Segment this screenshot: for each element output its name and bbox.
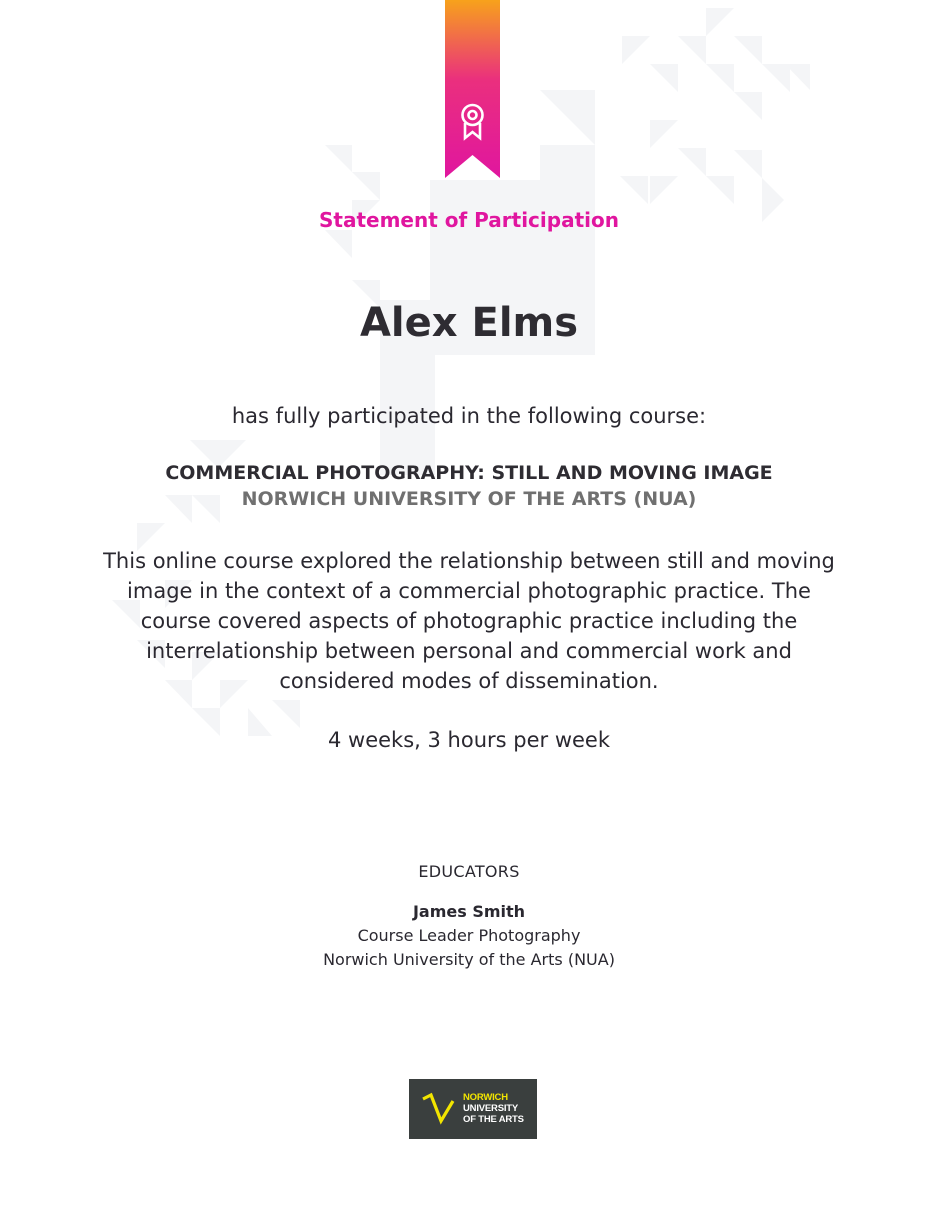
participation-statement: has fully participated in the following course: [231, 404, 707, 428]
course-duration: 4 weeks, 3 hours per week [328, 728, 610, 752]
educator-organization: Norwich University of the Arts (NUA) [323, 950, 615, 969]
recipient-name: Alex Elms [359, 300, 579, 346]
course-description: This online course explored the relationship between still and moving image in the context of a commercial photographic practice. The course covered aspects of photographic practice including the interrelationship between personal and commercial work and considered modes of dissemination. [103, 549, 835, 693]
logo-line-of-the-arts: OF THE ARTS [463, 1114, 524, 1125]
certificate-title: Statement of Participation [319, 208, 619, 232]
logo-line-norwich: NORWICH [463, 1092, 508, 1103]
nua-logo [409, 1079, 537, 1139]
educators-heading: EDUCATORS [418, 862, 520, 881]
logo-line-university: UNIVERSITY [463, 1103, 519, 1114]
educator-role: Course Leader Photography [357, 926, 581, 945]
course-organization: NORWICH UNIVERSITY OF THE ARTS (NUA) [241, 488, 697, 510]
nua-n-logo-icon [419, 1091, 459, 1127]
course-title: COMMERCIAL PHOTOGRAPHY: STILL AND MOVING IMAGE [165, 462, 773, 484]
ribbon [445, 0, 500, 178]
educator-name: James Smith [412, 902, 526, 921]
logo-wordmark [463, 1092, 535, 1125]
